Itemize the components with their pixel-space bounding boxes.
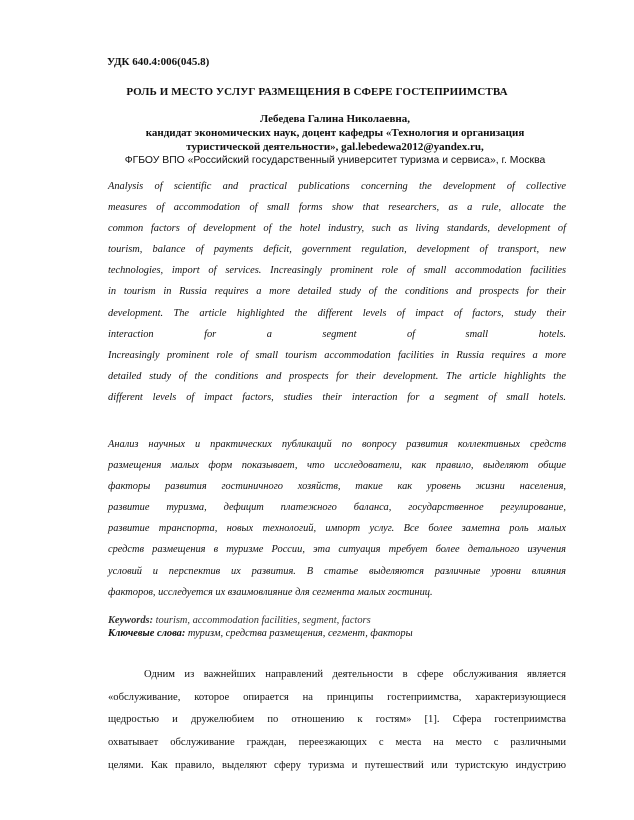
- keywords-english: [108, 614, 413, 627]
- abstract-en-line: development. The article highlighted the different levels of impact of factors, study their: [108, 307, 566, 319]
- body-line: целями. Как правило, выделяют сферу туризма и путешествий или туристскую индустрию: [108, 759, 566, 771]
- abstract-ru-line: факторы развития гостиничного хозяйств, такие как уровень жизни населения,: [108, 481, 566, 493]
- body-line: «обслуживание, которое опирается на принципы гостеприимства, характеризующиеся: [108, 691, 566, 703]
- abstract-en-line: detailed study of the conditions and prospects for their development. The article highlights the: [108, 370, 566, 382]
- abstract-en-line: common factors of development of the hotel industry, such as living standards, development of: [108, 223, 566, 235]
- abstract-ru-line: Анализ научных и практических публикаций по вопросу развития коллективных средств: [108, 439, 566, 450]
- abstract-en-line: different levels of impact factors, studies their interaction for a segment of small hotels.: [108, 391, 566, 403]
- abstract-ru-line: факторов, исследуется их взаимовлияние для сегмента малых гостиниц.: [108, 586, 433, 598]
- udk-code: УДК 640.4:006(045.8): [107, 56, 210, 68]
- author-name: Лебедева Галина Николаевна,: [260, 113, 410, 125]
- abstract-en-line: measures of accommodation of small forms show that researchers, as a rule, allocate the: [108, 202, 566, 214]
- article-title: РОЛЬ И МЕСТО УСЛУГ РАЗМЕЩЕНИЯ В СФЕРЕ ГОСТЕПРИИМСТВА: [126, 86, 508, 98]
- author-position: кандидат экономических наук, доцент кафедры «Технология и организация: [145, 127, 525, 139]
- abstract-ru-line: развитие транспорта, новых технологий, импорт услуг. Все более заметна роль малых: [108, 523, 566, 535]
- body-line: щедростью и дружелюбием по отношению к гостям» [1]. Сфера гостеприимства: [108, 714, 566, 726]
- body-line: охватывает обслуживание граждан, переезжающих с места на место с различными: [108, 737, 566, 749]
- keywords-russian: [108, 627, 413, 640]
- abstract-ru-line: средств размещения в туризме России, эта ситуация требует более детального изучения: [108, 544, 566, 556]
- keywords-ru-label: Ключевые слова:: [108, 628, 186, 639]
- body-text: [108, 664, 566, 778]
- abstract-ru-line: условий и перспектив их развития. В статье выделяются различные уровни влияния: [108, 565, 566, 577]
- author-department-email: туристической деятельности», gal.lebedewa2012@yandex.ru,: [186, 141, 484, 153]
- keywords-en-text: tourism, accommodation facilities, segment, factors: [153, 615, 371, 626]
- abstract-english: [108, 176, 566, 408]
- author-block: [100, 112, 570, 168]
- abstract-en-line: Increasingly prominent role of small tourism accommodation facilities in Russia requires a more: [108, 349, 566, 361]
- abstract-en-line: tourism, balance of payments deficit, government regulation, development of transport, new: [108, 244, 566, 256]
- abstract-russian: [108, 434, 566, 603]
- abstract-en-line: Analysis of scientific and practical publications concerning the development of collective: [108, 181, 566, 192]
- abstract-en-line: in tourism in Russia requires a more detailed study of the conditions and prospects for their: [108, 286, 566, 298]
- keywords-block: [108, 614, 413, 640]
- abstract-ru-line: развитие туризма, дефицит платежного баланса, государственное регулирование,: [108, 502, 566, 514]
- abstract-ru-line: размещения малых форм показывает, что исследователи, как правило, выделяют общие: [108, 460, 566, 472]
- body-line: Одним из важнейших направлений деятельности в сфере обслуживания является: [144, 669, 566, 680]
- abstract-en-line: technologies, import of services. Increasingly prominent role of small accommodation facilities: [108, 265, 566, 277]
- keywords-en-label: Keywords:: [108, 615, 154, 626]
- abstract-en-line: interaction for a segment of small hotels.: [108, 328, 566, 340]
- keywords-ru-text: туризм, средства размещения, сегмент, факторы: [185, 628, 413, 639]
- author-affiliation: ФГБОУ ВПО «Российский государственный университет туризма и сервиса», г. Москва: [124, 155, 546, 166]
